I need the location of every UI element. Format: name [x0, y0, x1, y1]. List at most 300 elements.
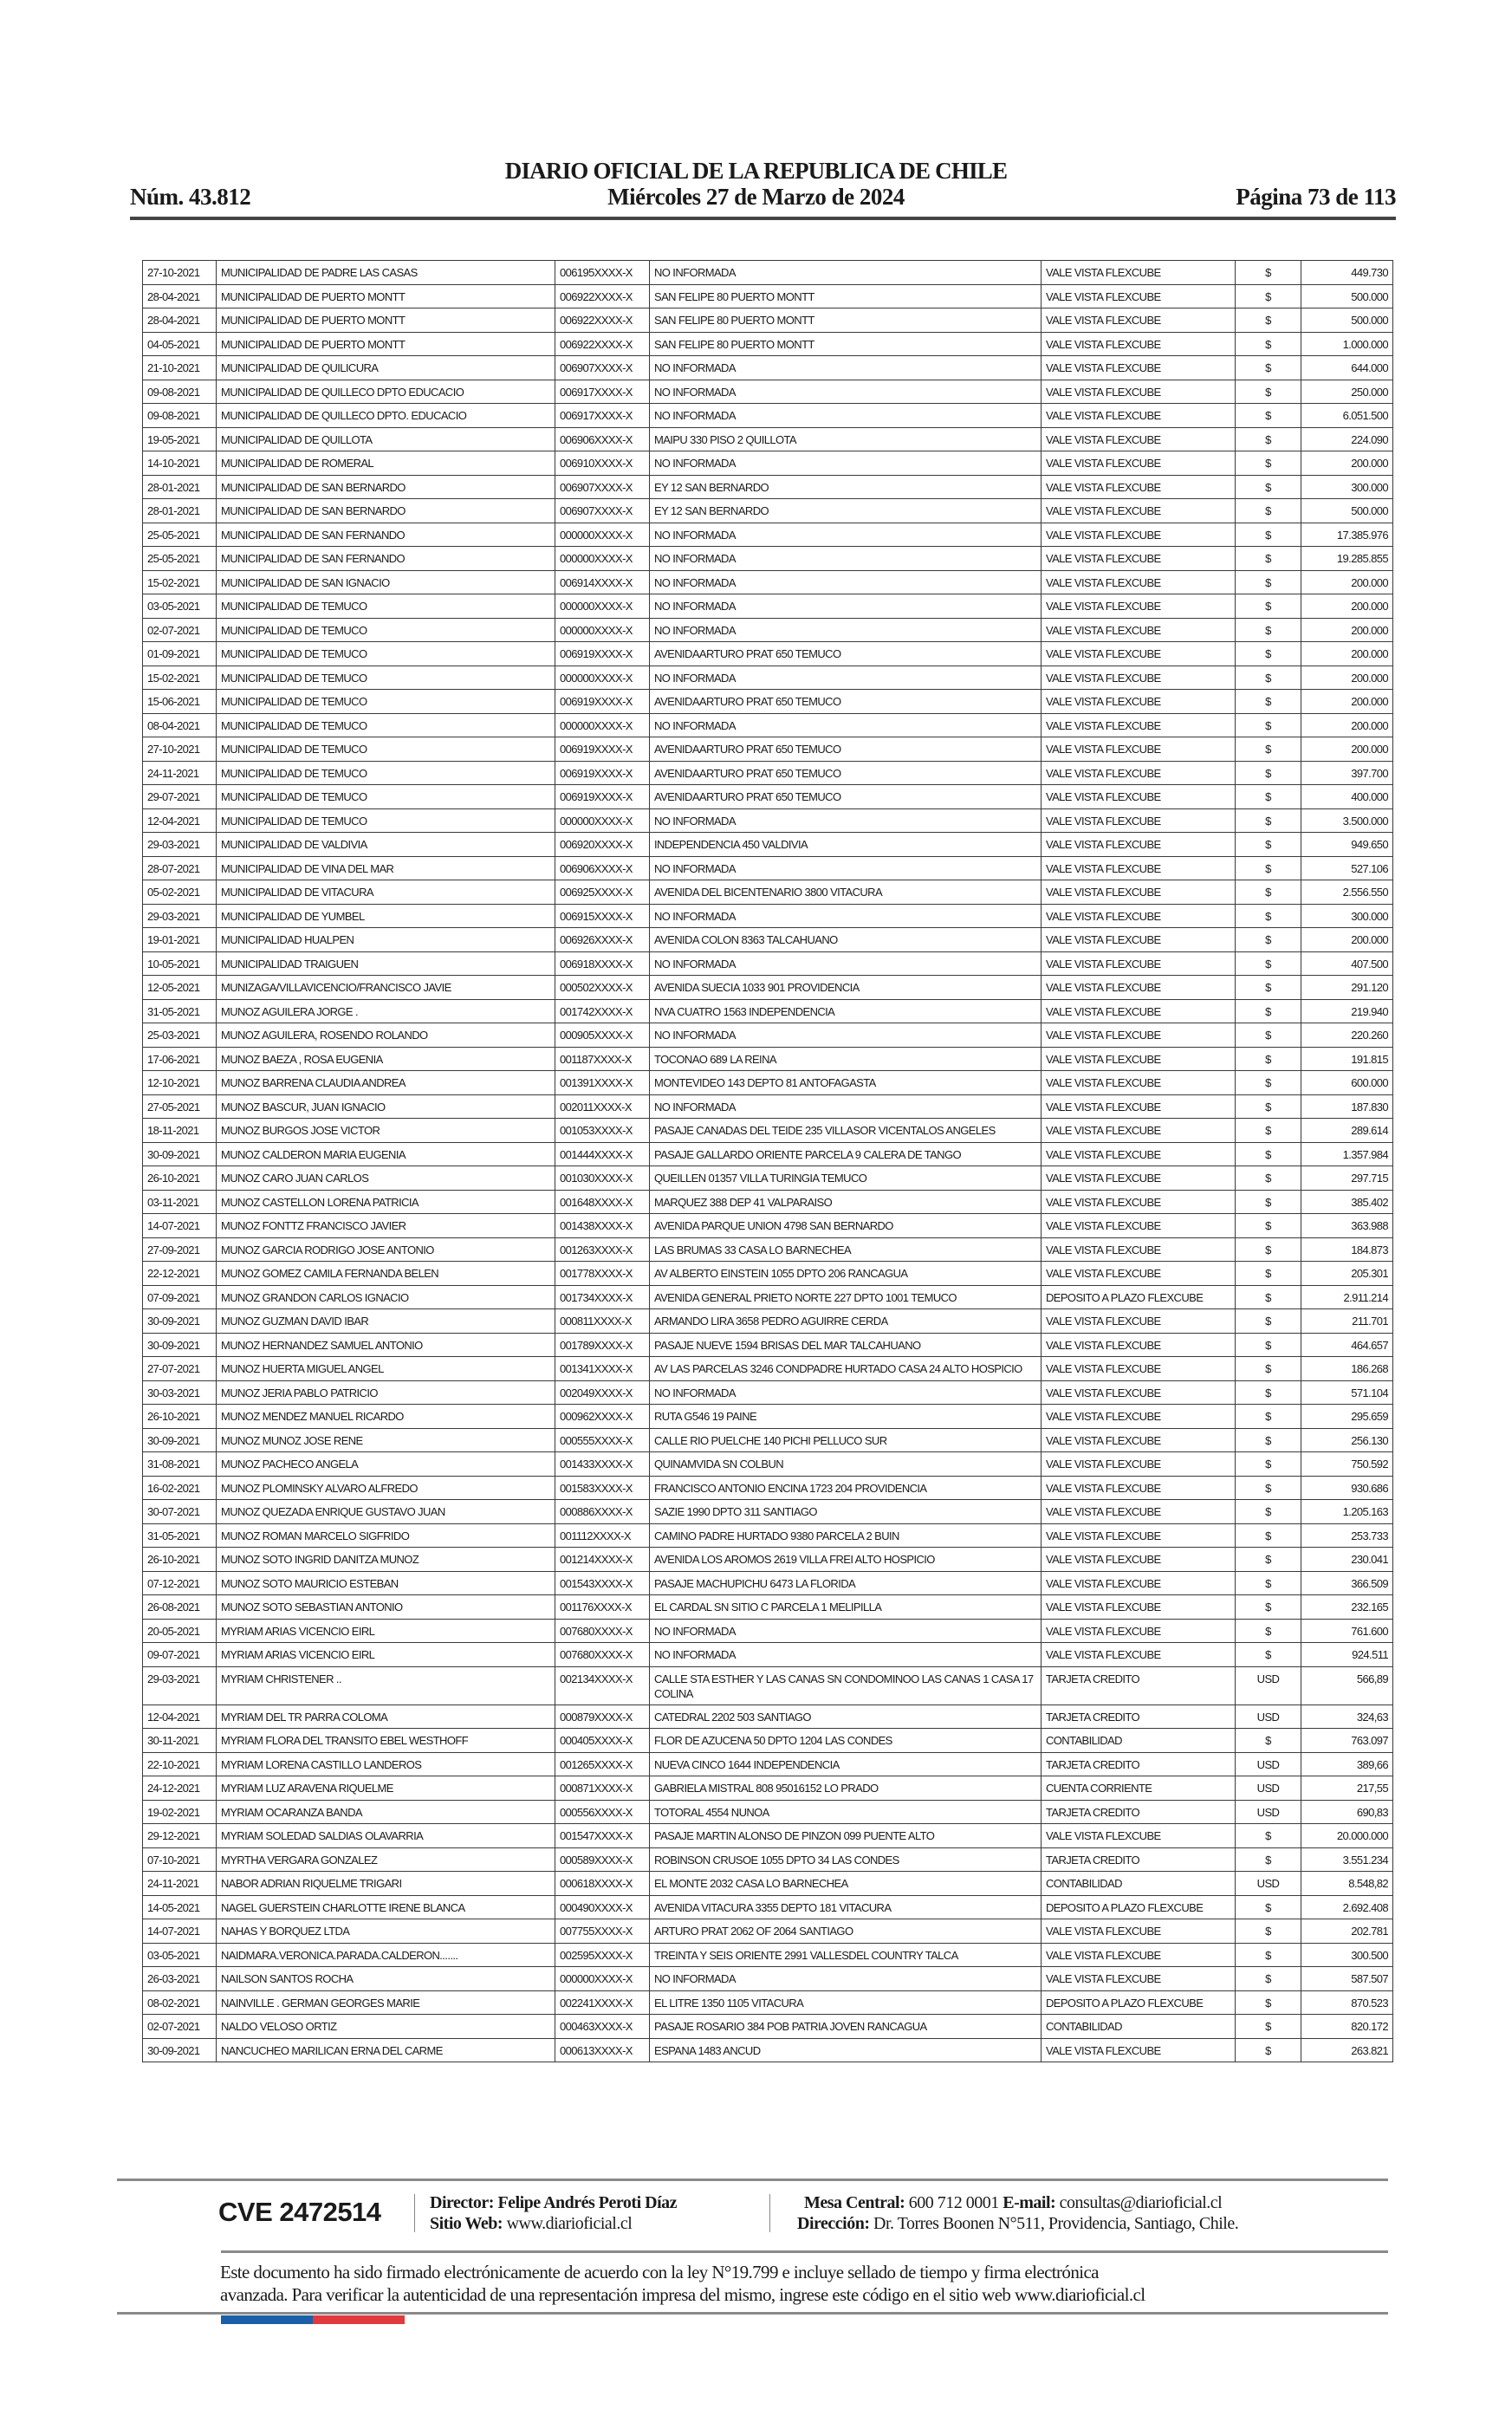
cell-date: 30-03-2021	[143, 1380, 217, 1405]
cell-date: 09-08-2021	[143, 380, 217, 404]
cell-product: VALE VISTA FLEXCUBE	[1042, 976, 1236, 1000]
cell-product: VALE VISTA FLEXCUBE	[1042, 1967, 1236, 1991]
cell-amount: 184.873	[1301, 1237, 1393, 1262]
cell-address: PASAJE NUEVE 1594 BRISAS DEL MAR TALCAHUANO	[650, 1333, 1042, 1357]
cell-date: 01-09-2021	[143, 642, 217, 666]
cell-name: MUNICIPALIDAD DE PUERTO MONTT	[217, 332, 555, 356]
cell-currency: $	[1236, 808, 1301, 833]
cell-id: 000879XXXX-X	[555, 1704, 650, 1729]
cell-address: NO INFORMADA	[650, 451, 1042, 476]
cell-id: 001053XXXX-X	[555, 1119, 650, 1143]
cell-date: 08-04-2021	[143, 713, 217, 737]
cell-product: VALE VISTA FLEXCUBE	[1042, 642, 1236, 666]
cell-id: 000000XXXX-X	[555, 594, 650, 619]
cell-date: 08-02-2021	[143, 1990, 217, 2015]
cell-product: VALE VISTA FLEXCUBE	[1042, 1571, 1236, 1595]
cell-id: 000000XXXX-X	[555, 808, 650, 833]
cell-amount: 200.000	[1301, 570, 1393, 594]
cell-product: VALE VISTA FLEXCUBE	[1042, 1476, 1236, 1500]
cell-address: NO INFORMADA	[650, 618, 1042, 642]
cell-currency: $	[1236, 1595, 1301, 1620]
cell-id: 001214XXXX-X	[555, 1548, 650, 1572]
cell-product: VALE VISTA FLEXCUBE	[1042, 284, 1236, 308]
cell-product: CONTABILIDAD	[1042, 1729, 1236, 1753]
cell-date: 30-09-2021	[143, 1142, 217, 1166]
cell-id: 001583XXXX-X	[555, 1476, 650, 1500]
cell-currency: $	[1236, 880, 1301, 905]
cell-address: AVENIDAARTURO PRAT 650 TEMUCO	[650, 642, 1042, 666]
cell-address: RUTA G546 19 PAINE	[650, 1405, 1042, 1429]
cell-currency: $	[1236, 1285, 1301, 1309]
cell-address: AVENIDAARTURO PRAT 650 TEMUCO	[650, 785, 1042, 809]
cell-date: 30-11-2021	[143, 1729, 217, 1753]
cell-amount: 763.097	[1301, 1729, 1393, 1753]
cell-product: DEPOSITO A PLAZO FLEXCUBE	[1042, 1285, 1236, 1309]
cell-name: MUNOZ QUEZADA ENRIQUE GUSTAVO JUAN	[217, 1500, 555, 1524]
cell-amount: 211.701	[1301, 1309, 1393, 1334]
cell-amount: 191.815	[1301, 1047, 1393, 1071]
cell-address: MONTEVIDEO 143 DEPTO 81 ANTOFAGASTA	[650, 1071, 1042, 1095]
cell-date: 24-11-2021	[143, 1872, 217, 1896]
cell-currency: $	[1236, 1333, 1301, 1357]
cell-id: 001187XXXX-X	[555, 1047, 650, 1071]
cell-address: TOTORAL 4554 NUNOA	[650, 1800, 1042, 1824]
cell-address: INDEPENDENCIA 450 VALDIVIA	[650, 833, 1042, 857]
cell-product: VALE VISTA FLEXCUBE	[1042, 1237, 1236, 1262]
cell-date: 03-05-2021	[143, 594, 217, 619]
cell-name: MUNOZ HERNANDEZ SAMUEL ANTONIO	[217, 1333, 555, 1357]
cell-date: 09-08-2021	[143, 404, 217, 428]
cell-date: 16-02-2021	[143, 1476, 217, 1500]
cell-id: 000556XXXX-X	[555, 1800, 650, 1824]
cell-address: CAMINO PADRE HURTADO 9380 PARCELA 2 BUIN	[650, 1523, 1042, 1548]
cell-name: MUNICIPALIDAD DE QUILICURA	[217, 356, 555, 380]
cell-currency: $	[1236, 856, 1301, 880]
cell-name: NAINVILLE . GERMAN GEORGES MARIE	[217, 1990, 555, 2015]
cell-amount: 200.000	[1301, 451, 1393, 476]
cell-date: 25-05-2021	[143, 523, 217, 547]
cell-address: NO INFORMADA	[650, 666, 1042, 690]
issue-number: Núm. 43.812	[130, 184, 251, 210]
cell-currency: $	[1236, 1262, 1301, 1286]
table-row	[143, 999, 1393, 1023]
table-row	[143, 1285, 1393, 1309]
cell-currency: $	[1236, 356, 1301, 380]
cell-name: MUNOZ AGUILERA JORGE .	[217, 999, 555, 1023]
table-row	[143, 833, 1393, 857]
cell-id: 007680XXXX-X	[555, 1619, 650, 1643]
cell-id: 006910XXXX-X	[555, 451, 650, 476]
cell-date: 04-05-2021	[143, 332, 217, 356]
cell-currency: $	[1236, 1380, 1301, 1405]
cell-address: PASAJE GALLARDO ORIENTE PARCELA 9 CALERA DE TANGO	[650, 1142, 1042, 1166]
cell-id: 006195XXXX-X	[555, 261, 650, 285]
table-row	[143, 1119, 1393, 1143]
cell-currency: $	[1236, 594, 1301, 619]
cell-address: PASAJE MARTIN ALONSO DE PINZON 099 PUENTE ALTO	[650, 1824, 1042, 1848]
table-row	[143, 951, 1393, 976]
cell-address: NO INFORMADA	[650, 1023, 1042, 1048]
cell-currency: $	[1236, 2015, 1301, 2039]
cell-id: 001543XXXX-X	[555, 1571, 650, 1595]
cell-currency: $	[1236, 1237, 1301, 1262]
table-row	[143, 356, 1393, 380]
cell-id: 006925XXXX-X	[555, 880, 650, 905]
cell-currency: $	[1236, 1357, 1301, 1381]
cell-name: MUNICIPALIDAD DE TEMUCO	[217, 761, 555, 785]
cell-amount: 200.000	[1301, 690, 1393, 714]
cell-address: NO INFORMADA	[650, 404, 1042, 428]
cell-address: NO INFORMADA	[650, 547, 1042, 571]
table-row	[143, 785, 1393, 809]
cell-id: 000905XXXX-X	[555, 1023, 650, 1048]
cell-currency: USD	[1236, 1666, 1301, 1704]
table-row	[143, 618, 1393, 642]
cell-product: TARJETA CREDITO	[1042, 1847, 1236, 1872]
cell-date: 31-05-2021	[143, 1523, 217, 1548]
cell-product: VALE VISTA FLEXCUBE	[1042, 1262, 1236, 1286]
cell-date: 29-03-2021	[143, 904, 217, 928]
address-line	[797, 2214, 1238, 2234]
cell-product: VALE VISTA FLEXCUBE	[1042, 1190, 1236, 1214]
cell-address: ARMANDO LIRA 3658 PEDRO AGUIRRE CERDA	[650, 1309, 1042, 1334]
cell-product: VALE VISTA FLEXCUBE	[1042, 1333, 1236, 1357]
cell-address: AVENIDAARTURO PRAT 650 TEMUCO	[650, 761, 1042, 785]
cell-product: CUENTA CORRIENTE	[1042, 1776, 1236, 1801]
cell-currency: USD	[1236, 1704, 1301, 1729]
cell-currency: $	[1236, 380, 1301, 404]
cell-amount: 8.548,82	[1301, 1872, 1393, 1896]
cell-amount: 690,83	[1301, 1800, 1393, 1824]
cell-name: MUNICIPALIDAD DE TEMUCO	[217, 594, 555, 619]
table-row	[143, 928, 1393, 952]
table-row	[143, 451, 1393, 476]
cell-address: NO INFORMADA	[650, 1094, 1042, 1119]
table-row	[143, 1380, 1393, 1405]
cell-product: VALE VISTA FLEXCUBE	[1042, 2038, 1236, 2062]
cell-amount: 3.500.000	[1301, 808, 1393, 833]
cell-currency: $	[1236, 1405, 1301, 1429]
director-label: Director:	[430, 2193, 494, 2212]
table-row	[143, 475, 1393, 499]
table-row	[143, 1405, 1393, 1429]
cell-address: EL MONTE 2032 CASA LO BARNECHEA	[650, 1872, 1042, 1896]
cell-amount: 389,66	[1301, 1752, 1393, 1776]
signature-note-line-2: avanzada. Para verificar la autenticidad de una representación impresa del mismo, ingrese este código en el sitio web www.diarioficial.cl	[220, 2284, 1145, 2305]
cell-date: 28-04-2021	[143, 284, 217, 308]
cell-product: VALE VISTA FLEXCUBE	[1042, 690, 1236, 714]
table-row	[143, 1895, 1393, 1919]
cell-id: 000502XXXX-X	[555, 976, 650, 1000]
cell-date: 07-10-2021	[143, 1847, 217, 1872]
cell-currency: $	[1236, 785, 1301, 809]
cell-id: 000000XXXX-X	[555, 523, 650, 547]
cell-address: QUINAMVIDA SN COLBUN	[650, 1452, 1042, 1477]
cell-date: 12-10-2021	[143, 1071, 217, 1095]
cell-id: 006919XXXX-X	[555, 737, 650, 762]
cell-id: 006919XXXX-X	[555, 785, 650, 809]
cell-amount: 6.051.500	[1301, 404, 1393, 428]
cell-address: ROBINSON CRUSOE 1055 DPTO 34 LAS CONDES	[650, 1847, 1042, 1872]
cell-id: 000000XXXX-X	[555, 547, 650, 571]
cell-date: 29-03-2021	[143, 833, 217, 857]
cell-id: 001176XXXX-X	[555, 1595, 650, 1620]
cell-name: MUNICIPALIDAD DE VALDIVIA	[217, 833, 555, 857]
table-row	[143, 666, 1393, 690]
cell-address: NO INFORMADA	[650, 1967, 1042, 1991]
website-link[interactable]: www.diarioficial.cl	[506, 2214, 633, 2233]
table-row	[143, 1752, 1393, 1776]
director-line	[430, 2193, 677, 2213]
cell-product: VALE VISTA FLEXCUBE	[1042, 356, 1236, 380]
table-row	[143, 642, 1393, 666]
cell-name: NAILSON SANTOS ROCHA	[217, 1967, 555, 1991]
cell-id: 001778XXXX-X	[555, 1262, 650, 1286]
cell-currency: $	[1236, 1190, 1301, 1214]
cell-address: NO INFORMADA	[650, 594, 1042, 619]
cell-name: MUNICIPALIDAD DE TEMUCO	[217, 737, 555, 762]
cell-id: 006906XXXX-X	[555, 856, 650, 880]
publication-title: DIARIO OFICIAL DE LA REPUBLICA DE CHILE	[504, 158, 1008, 184]
cell-product: VALE VISTA FLEXCUBE	[1042, 1047, 1236, 1071]
cell-currency: $	[1236, 833, 1301, 857]
table-row	[143, 1237, 1393, 1262]
cell-date: 27-07-2021	[143, 1357, 217, 1381]
cell-currency: $	[1236, 1047, 1301, 1071]
cell-product: CONTABILIDAD	[1042, 2015, 1236, 2039]
cell-amount: 291.120	[1301, 976, 1393, 1000]
cell-amount: 500.000	[1301, 308, 1393, 333]
table-row	[143, 1452, 1393, 1477]
cell-currency: USD	[1236, 1776, 1301, 1801]
cell-product: VALE VISTA FLEXCUBE	[1042, 1643, 1236, 1667]
cell-name: MUNICIPALIDAD DE VINA DEL MAR	[217, 856, 555, 880]
cell-date: 02-07-2021	[143, 618, 217, 642]
cell-currency: $	[1236, 618, 1301, 642]
table-row	[143, 1428, 1393, 1452]
cell-date: 24-12-2021	[143, 1776, 217, 1801]
cell-name: MUNICIPALIDAD HUALPEN	[217, 928, 555, 952]
cell-id: 001391XXXX-X	[555, 1071, 650, 1095]
cell-amount: 253.733	[1301, 1523, 1393, 1548]
table-row	[143, 1500, 1393, 1524]
cell-amount: 232.165	[1301, 1595, 1393, 1620]
table-row	[143, 713, 1393, 737]
table-row	[143, 1776, 1393, 1801]
cell-id: 000618XXXX-X	[555, 1872, 650, 1896]
cell-amount: 1.000.000	[1301, 332, 1393, 356]
cell-product: VALE VISTA FLEXCUBE	[1042, 451, 1236, 476]
cell-name: MYRIAM SOLEDAD SALDIAS OLAVARRIA	[217, 1824, 555, 1848]
cell-id: 006919XXXX-X	[555, 690, 650, 714]
cell-name: NAGEL GUERSTEIN CHARLOTTE IRENE BLANCA	[217, 1895, 555, 1919]
cell-id: 000962XXXX-X	[555, 1405, 650, 1429]
cell-date: 15-06-2021	[143, 690, 217, 714]
cell-amount: 200.000	[1301, 642, 1393, 666]
cell-amount: 464.657	[1301, 1333, 1393, 1357]
cell-date: 22-10-2021	[143, 1752, 217, 1776]
cell-product: TARJETA CREDITO	[1042, 1752, 1236, 1776]
address-label: Dirección:	[797, 2214, 870, 2233]
cell-currency: $	[1236, 284, 1301, 308]
email-link[interactable]: consultas@diarioficial.cl	[1059, 2193, 1223, 2212]
cell-date: 27-10-2021	[143, 737, 217, 762]
cell-currency: $	[1236, 1094, 1301, 1119]
table-row	[143, 690, 1393, 714]
cell-date: 30-09-2021	[143, 1333, 217, 1357]
cell-currency: $	[1236, 570, 1301, 594]
cell-name: MUNOZ AGUILERA, ROSENDO ROLANDO	[217, 1023, 555, 1048]
cell-id: 001734XXXX-X	[555, 1285, 650, 1309]
cell-amount: 200.000	[1301, 713, 1393, 737]
cell-address: AVENIDA SUECIA 1033 901 PROVIDENCIA	[650, 976, 1042, 1000]
cell-product: VALE VISTA FLEXCUBE	[1042, 308, 1236, 333]
cell-amount: 924.511	[1301, 1643, 1393, 1667]
cell-date: 27-05-2021	[143, 1094, 217, 1119]
table-row	[143, 1214, 1393, 1238]
footer-bottom-divider	[117, 2312, 1388, 2315]
cell-date: 19-02-2021	[143, 1800, 217, 1824]
cell-amount: 289.614	[1301, 1119, 1393, 1143]
cell-product: VALE VISTA FLEXCUBE	[1042, 618, 1236, 642]
director-name: Felipe Andrés Peroti Díaz	[497, 2193, 678, 2212]
cell-date: 14-05-2021	[143, 1895, 217, 1919]
cell-currency: $	[1236, 1619, 1301, 1643]
table-row	[143, 427, 1393, 451]
cell-address: PASAJE MACHUPICHU 6473 LA FLORIDA	[650, 1571, 1042, 1595]
cell-product: VALE VISTA FLEXCUBE	[1042, 951, 1236, 976]
cell-name: MUNOZ CALDERON MARIA EUGENIA	[217, 1142, 555, 1166]
table-row	[143, 1729, 1393, 1753]
table-row	[143, 1142, 1393, 1166]
cell-name: MUNOZ BURGOS JOSE VICTOR	[217, 1119, 555, 1143]
cell-currency: $	[1236, 1548, 1301, 1572]
cell-name: MUNICIPALIDAD DE SAN IGNACIO	[217, 570, 555, 594]
cell-product: VALE VISTA FLEXCUBE	[1042, 666, 1236, 690]
cell-currency: $	[1236, 1847, 1301, 1872]
table-row	[143, 499, 1393, 523]
cell-amount: 820.172	[1301, 2015, 1393, 2039]
cell-date: 09-07-2021	[143, 1643, 217, 1667]
cell-address: NO INFORMADA	[650, 713, 1042, 737]
cell-address: NO INFORMADA	[650, 904, 1042, 928]
cell-address: EL LITRE 1350 1105 VITACURA	[650, 1990, 1042, 2015]
cell-amount: 750.592	[1301, 1452, 1393, 1477]
cell-address: FLOR DE AZUCENA 50 DPTO 1204 LAS CONDES	[650, 1729, 1042, 1753]
cell-amount: 761.600	[1301, 1619, 1393, 1643]
cell-product: VALE VISTA FLEXCUBE	[1042, 808, 1236, 833]
cell-product: DEPOSITO A PLAZO FLEXCUBE	[1042, 1990, 1236, 2015]
table-row	[143, 1595, 1393, 1620]
cell-id: 002241XXXX-X	[555, 1990, 650, 2015]
cell-name: MUNOZ SOTO MAURICIO ESTEBAN	[217, 1571, 555, 1595]
cell-amount: 2.911.214	[1301, 1285, 1393, 1309]
cell-currency: $	[1236, 904, 1301, 928]
table-row	[143, 880, 1393, 905]
cell-id: 001742XXXX-X	[555, 999, 650, 1023]
address-text: Dr. Torres Boonen N°511, Providencia, Santiago, Chile.	[873, 2214, 1239, 2233]
cell-currency: $	[1236, 1967, 1301, 1991]
cell-amount: 217,55	[1301, 1776, 1393, 1801]
cell-address: SAN FELIPE 80 PUERTO MONTT	[650, 308, 1042, 333]
table-row	[143, 332, 1393, 356]
cell-name: MUNOZ SOTO SEBASTIAN ANTONIO	[217, 1595, 555, 1620]
cell-product: VALE VISTA FLEXCUBE	[1042, 1428, 1236, 1452]
table-row	[143, 594, 1393, 619]
table-row	[143, 1643, 1393, 1667]
cell-product: VALE VISTA FLEXCUBE	[1042, 737, 1236, 762]
cell-name: NALDO VELOSO ORTIZ	[217, 2015, 555, 2039]
cell-amount: 407.500	[1301, 951, 1393, 976]
table-row	[143, 1071, 1393, 1095]
cell-currency: $	[1236, 1476, 1301, 1500]
cell-amount: 500.000	[1301, 284, 1393, 308]
cell-currency: $	[1236, 1023, 1301, 1048]
table-row	[143, 1872, 1393, 1896]
cell-name: MUNOZ JERIA PABLO PATRICIO	[217, 1380, 555, 1405]
cell-currency: $	[1236, 1166, 1301, 1191]
cell-currency: $	[1236, 1643, 1301, 1667]
cell-name: MUNICIPALIDAD DE PADRE LAS CASAS	[217, 261, 555, 285]
cell-address: NO INFORMADA	[650, 1619, 1042, 1643]
cell-date: 27-09-2021	[143, 1237, 217, 1262]
cell-name: MYRIAM LUZ ARAVENA RIQUELME	[217, 1776, 555, 1801]
cell-date: 21-10-2021	[143, 356, 217, 380]
cell-currency: $	[1236, 1571, 1301, 1595]
cell-product: VALE VISTA FLEXCUBE	[1042, 1166, 1236, 1191]
cell-name: NANCUCHEO MARILICAN ERNA DEL CARME	[217, 2038, 555, 2062]
cell-date: 07-09-2021	[143, 1285, 217, 1309]
cell-amount: 17.385.976	[1301, 523, 1393, 547]
cell-currency: $	[1236, 1895, 1301, 1919]
cell-name: MUNOZ PLOMINSKY ALVARO ALFREDO	[217, 1476, 555, 1500]
cell-product: VALE VISTA FLEXCUBE	[1042, 1071, 1236, 1095]
table-row	[143, 904, 1393, 928]
cell-name: MUNICIPALIDAD DE SAN FERNANDO	[217, 547, 555, 571]
cell-name: MUNOZ PACHECO ANGELA	[217, 1452, 555, 1477]
cell-currency: $	[1236, 1500, 1301, 1524]
cell-date: 28-07-2021	[143, 856, 217, 880]
cell-currency: $	[1236, 475, 1301, 499]
cell-amount: 566,89	[1301, 1666, 1393, 1704]
cell-amount: 397.700	[1301, 761, 1393, 785]
cell-date: 03-05-2021	[143, 1943, 217, 1967]
cell-date: 29-12-2021	[143, 1824, 217, 1848]
cell-name: MUNOZ MENDEZ MANUEL RICARDO	[217, 1405, 555, 1429]
cell-id: 006907XXXX-X	[555, 356, 650, 380]
cell-product: VALE VISTA FLEXCUBE	[1042, 856, 1236, 880]
cell-address: QUEILLEN 01357 VILLA TURINGIA TEMUCO	[650, 1166, 1042, 1191]
cell-name: NABOR ADRIAN RIQUELME TRIGARI	[217, 1872, 555, 1896]
cell-amount: 219.940	[1301, 999, 1393, 1023]
cell-address: NO INFORMADA	[650, 523, 1042, 547]
cell-date: 18-11-2021	[143, 1119, 217, 1143]
cell-name: MUNICIPALIDAD DE SAN BERNARDO	[217, 475, 555, 499]
footer-top-divider	[117, 2179, 1388, 2181]
cell-address: EY 12 SAN BERNARDO	[650, 475, 1042, 499]
cve-code: CVE 2472514	[218, 2197, 381, 2227]
cell-date: 20-05-2021	[143, 1619, 217, 1643]
cell-date: 02-07-2021	[143, 2015, 217, 2039]
cell-amount: 527.106	[1301, 856, 1393, 880]
cell-name: MUNICIPALIDAD DE TEMUCO	[217, 690, 555, 714]
cell-product: VALE VISTA FLEXCUBE	[1042, 594, 1236, 619]
cell-name: MUNICIPALIDAD DE TEMUCO	[217, 785, 555, 809]
cell-id: 002595XXXX-X	[555, 1943, 650, 1967]
cell-id: 000589XXXX-X	[555, 1847, 650, 1872]
cell-amount: 200.000	[1301, 594, 1393, 619]
cell-address: AVENIDA VITACURA 3355 DEPTO 181 VITACURA	[650, 1895, 1042, 1919]
